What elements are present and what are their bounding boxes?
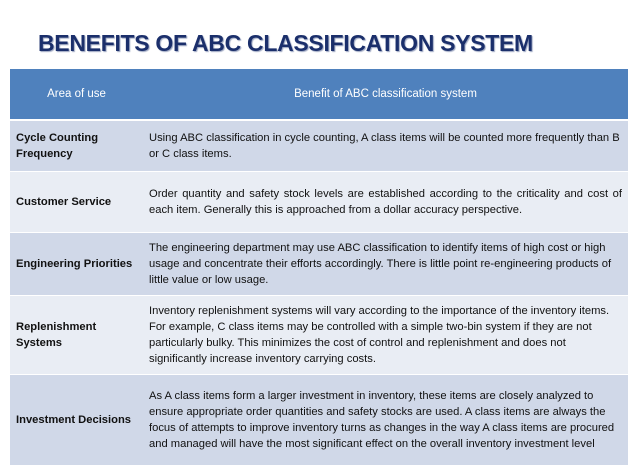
row-benefit-cell: Order quantity and safety stock levels are established according to the criticality and cost of each item. Generally this is approached from a dollar accuracy perspective. [143, 172, 628, 233]
table-row [10, 120, 628, 172]
row-area-cell: Replenishment Systems [10, 296, 143, 375]
row-area-cell: Cycle Counting Frequency [10, 120, 143, 172]
row-benefit-cell: Using ABC classification in cycle counting, A class items will be counted more frequently than B or C class items. [143, 120, 628, 172]
row-area-cell: Customer Service [10, 172, 143, 233]
row-benefit-cell: As A class items form a larger investment in inventory, these items are closely analyzed to ensure appropriate order quantities and safety stocks are used. A class items are always the focus of attempts to improve inventory turns as changes in the way A class items are procured and managed will have the most significant effect on the overall inventory investment level [143, 375, 628, 465]
row-benefit-cell: The engineering department may use ABC classification to identify items of high cost or high usage and concentrate their efforts accordingly. There is little point re-engineering products of little value or low usage. [143, 233, 628, 296]
header-area-of-use: Area of use [10, 69, 143, 120]
slide-title: BENEFITS OF ABC CLASSIFICATION SYSTEM [38, 30, 533, 57]
row-area-cell: Investment Decisions [10, 375, 143, 465]
header-benefit: Benefit of ABC classification system [143, 69, 628, 120]
table-row [10, 375, 628, 465]
table-row [10, 172, 628, 233]
benefits-table [10, 69, 628, 465]
row-benefit-cell: Inventory replenishment systems will vary according to the importance of the inventory items. For example, C class items may be controlled with a simple two-bin system if they are not particularly bulky. This minimizes the cost of control and replenishment and does not significantly increase inventory carrying costs. [143, 296, 628, 375]
table-row [10, 233, 628, 296]
table-header-row [10, 69, 628, 120]
row-area-cell: Engineering Priorities [10, 233, 143, 296]
table-row [10, 296, 628, 375]
